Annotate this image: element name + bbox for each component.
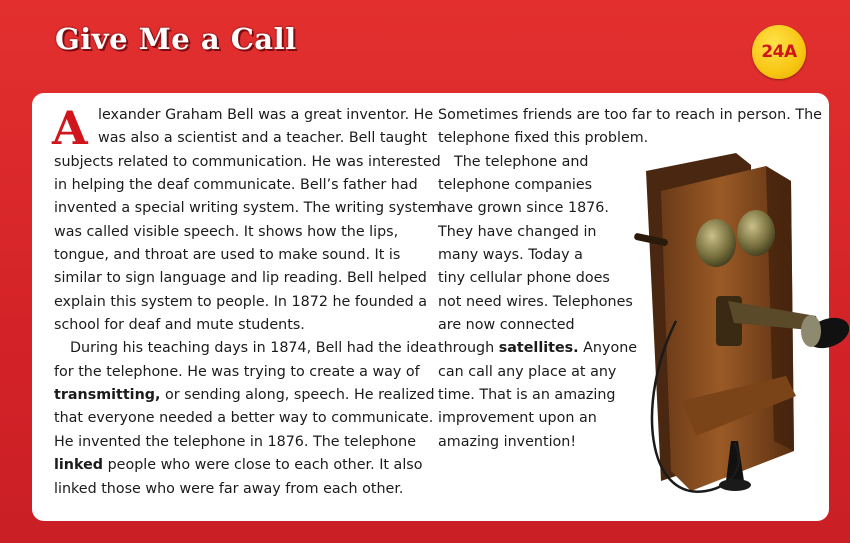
antique-telephone-image	[616, 151, 850, 511]
text-line: similar to sign language and lip reading. Bell helped	[54, 270, 427, 287]
text-line: school for deaf and mute students.	[54, 317, 305, 334]
transmitter-disc	[801, 315, 821, 347]
page-number: 24A	[761, 42, 797, 62]
text-line: in helping the deaf communicate. Bell’s father had	[54, 177, 418, 194]
paragraph-distance	[438, 104, 822, 151]
text-fragment: Anyone	[578, 340, 638, 357]
vocab-word-satellites: satellites.	[498, 340, 579, 357]
text-line: tongue, and throat are used to make sound. It is	[54, 247, 401, 264]
left-bell-icon	[696, 219, 736, 267]
text-line: linked those who were far away from each other.	[54, 480, 404, 497]
text-line	[54, 384, 435, 407]
content-panel	[32, 93, 829, 521]
text-line: They have changed in	[438, 223, 597, 240]
paragraph-telephone-invention	[54, 337, 437, 500]
text-line: have grown since 1876.	[438, 200, 609, 217]
text-line: telephone fixed this problem.	[438, 130, 649, 147]
text-fragment: people who were close to each other. It also	[103, 457, 423, 474]
text-line: time. That is an amazing	[438, 387, 616, 404]
text-line: was called visible speech. It shows how the lips,	[54, 223, 399, 240]
right-bell-icon	[737, 210, 775, 256]
text-line: explain this system to people. In 1872 he founded a	[54, 293, 428, 310]
page-title: Give Me a Call	[55, 22, 297, 56]
text-line: Sometimes friends are too far to reach in person. The	[438, 107, 822, 123]
text-line: tiny cellular phone does	[438, 270, 610, 287]
text-line: can call any place at any	[438, 363, 617, 380]
text-line: improvement upon an	[438, 410, 597, 427]
text-line: for the telephone. He was trying to create a way of	[54, 363, 420, 380]
left-column	[52, 101, 441, 501]
text-line: amazing invention!	[438, 433, 577, 450]
text-line: that everyone needed a better way to communicate.	[54, 410, 434, 427]
vocab-word-linked: linked	[54, 457, 104, 474]
text-line: are now connected	[438, 317, 575, 334]
text-line	[54, 454, 423, 477]
text-line: was also a scientist and a teacher. Bell taught	[98, 130, 428, 147]
text-line: The telephone and	[454, 153, 589, 170]
paragraph-bell-biography	[52, 101, 441, 337]
drop-cap: A	[52, 101, 88, 155]
text-line: not need wires. Telephones	[438, 293, 633, 310]
vocab-word-transmitting: transmitting,	[54, 387, 161, 404]
text-line: many ways. Today a	[438, 247, 583, 264]
text-fragment: through	[438, 340, 499, 357]
text-line: telephone companies	[438, 177, 593, 194]
text-line: invented a special writing system. The writing system	[54, 200, 441, 217]
text-fragment: or sending along, speech. He realized	[160, 387, 435, 404]
text-line: During his teaching days in 1874, Bell had the idea	[70, 340, 437, 357]
text-line: lexander Graham Bell was a great inventor. He	[98, 107, 434, 123]
page-number-badge	[752, 25, 806, 79]
text-line: subjects related to communication. He was interested	[54, 153, 441, 170]
text-line: He invented the telephone in 1876. The telephone	[54, 433, 417, 450]
